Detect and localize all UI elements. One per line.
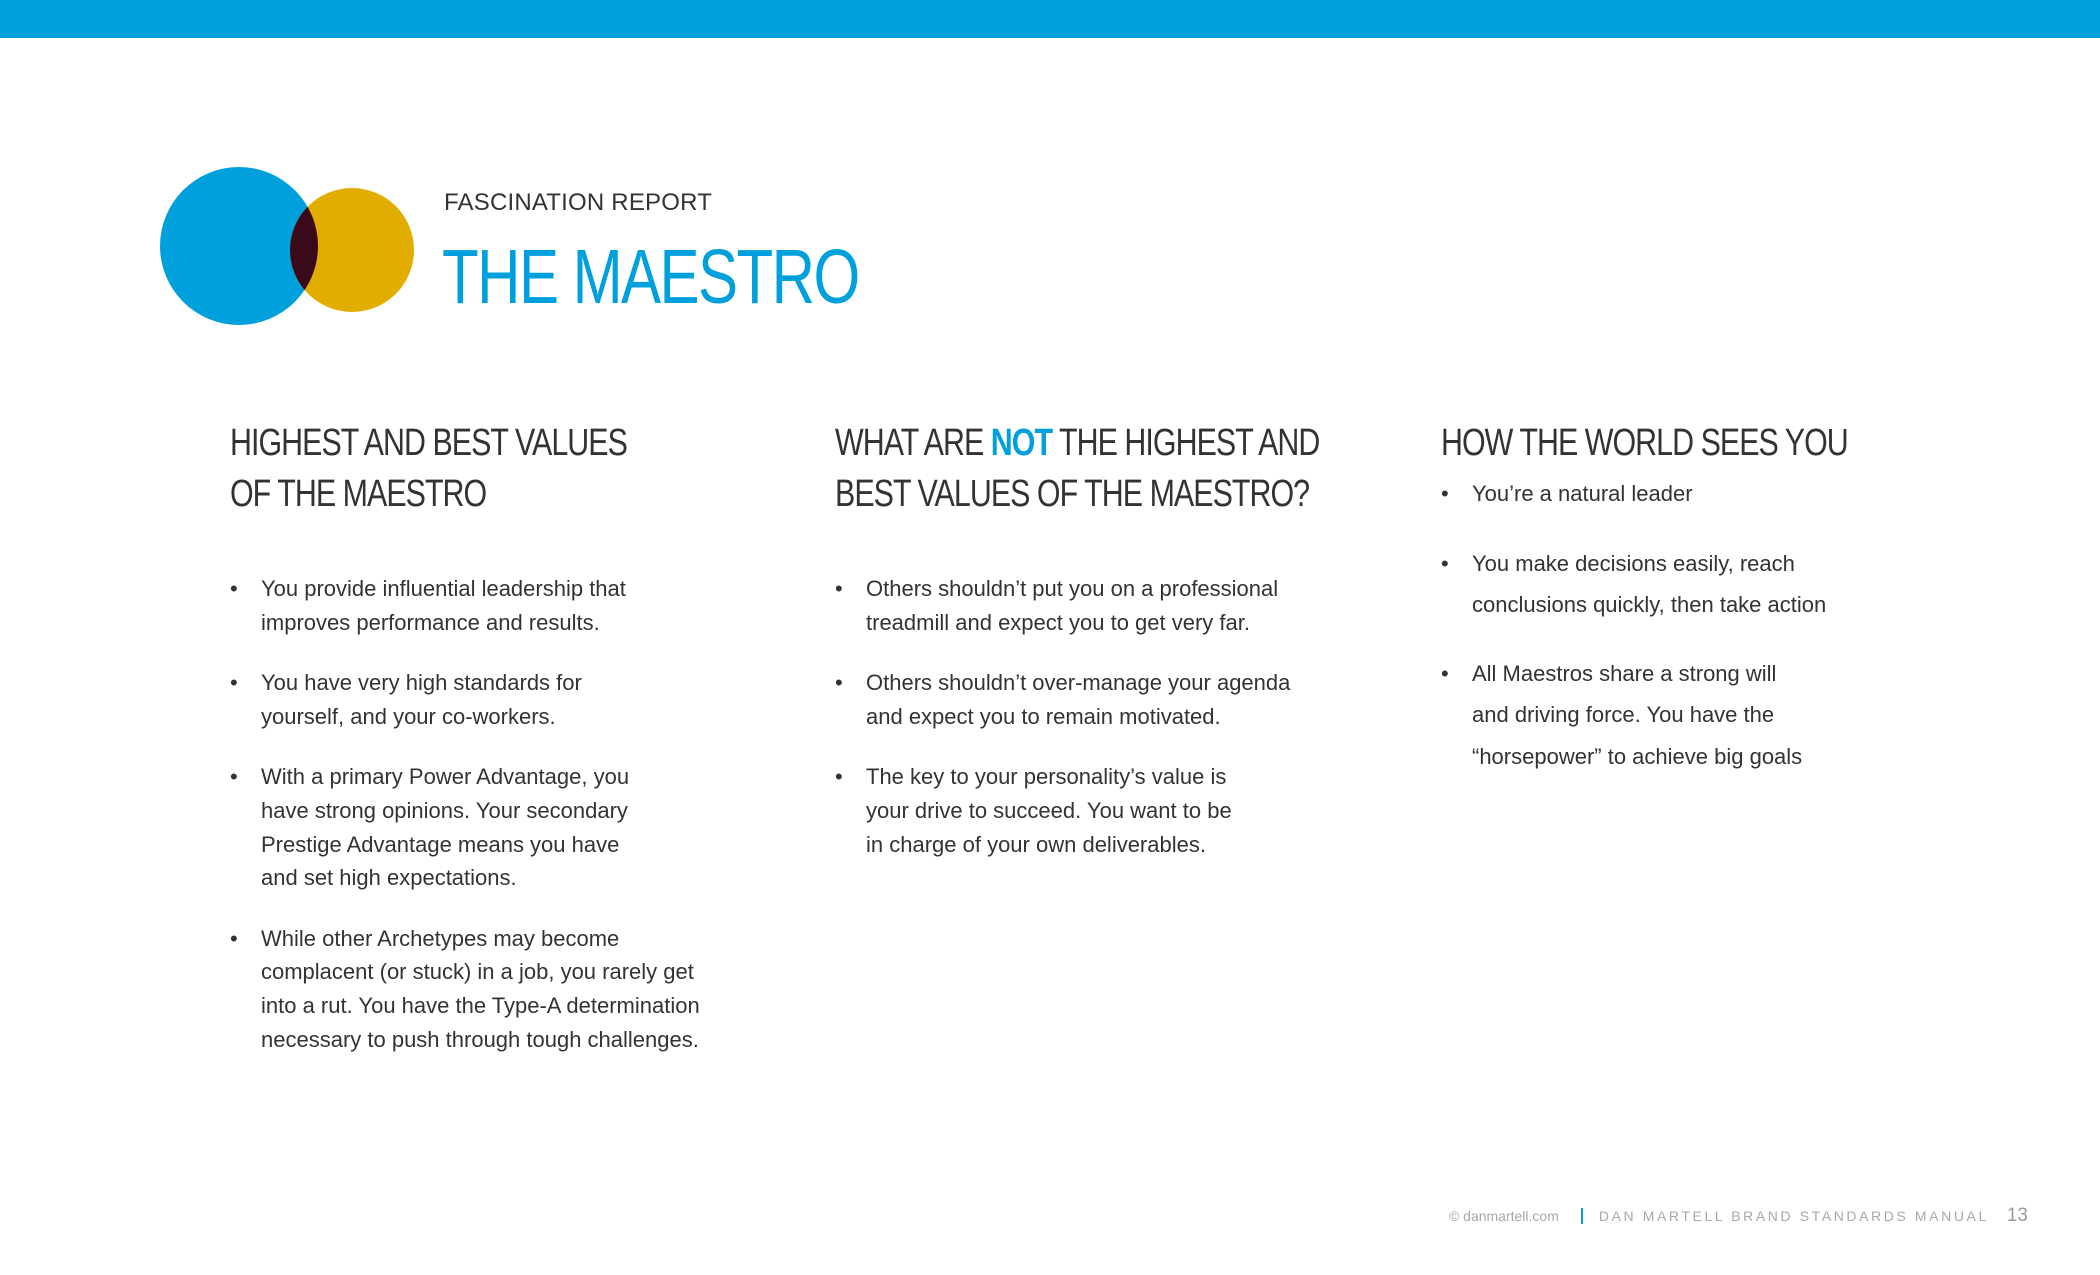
list-item-text: The key to your personality’s value is	[866, 764, 1227, 790]
bullet-marker: •	[835, 670, 843, 696]
list-item	[1441, 653, 2001, 778]
list-item-text: complacent (or stuck) in a job, you rarely get	[261, 959, 694, 985]
list-item-text: yourself, and your co-workers.	[261, 703, 556, 729]
list-item-text: improves performance and results.	[261, 609, 600, 635]
footer-divider	[1581, 1208, 1583, 1224]
list-item-text: You have very high standards for	[261, 670, 582, 696]
list-item-text: Prestige Advantage means you have	[261, 831, 620, 857]
list-item	[230, 666, 790, 733]
list-item-text: You provide influential leadership that	[261, 576, 626, 601]
list-item-text: conclusions quickly, then take action	[1472, 592, 1827, 617]
list-item-text: treadmill and expect you to get very far.	[866, 609, 1250, 635]
manual-title: DAN MARTELL BRAND STANDARDS MANUAL	[1598, 1208, 1989, 1224]
report-label: FASCINATION REPORT	[444, 189, 713, 216]
heading-text: WHAT ARE	[835, 422, 991, 464]
bullet-list	[835, 572, 1395, 861]
list-item-text: While other Archetypes may become	[261, 925, 620, 951]
page-number: 13	[2006, 1205, 2028, 1226]
bullet-marker: •	[835, 764, 843, 790]
list-item-text: With a primary Power Advantage, you	[261, 764, 630, 790]
list-item-text: and expect you to remain motivated.	[866, 703, 1221, 729]
heading-line: HOW THE WORLD SEES YOU	[1441, 422, 1848, 464]
list-item	[1441, 543, 2001, 626]
list-item	[835, 666, 1395, 733]
page-footer	[1449, 1205, 2028, 1227]
bullet-marker: •	[1441, 660, 1449, 686]
page-title: THE MAESTRO	[442, 234, 859, 320]
bullet-marker: •	[1441, 481, 1449, 506]
bullet-marker: •	[230, 764, 238, 790]
heading-line	[835, 418, 1320, 469]
heading-line: BEST VALUES OF THE MAESTRO?	[835, 473, 1310, 515]
bullet-marker: •	[230, 670, 238, 696]
column-not-values	[835, 418, 1395, 888]
list-item	[835, 760, 1395, 861]
overlapping-circles-logo	[158, 166, 414, 326]
list-item-text: necessary to push through tough challenges.	[261, 1026, 699, 1052]
bullet-marker: •	[230, 925, 238, 951]
bullet-marker: •	[835, 576, 843, 601]
bullet-list	[230, 572, 790, 1056]
list-item-text: You’re a natural leader	[1472, 481, 1693, 506]
list-item-text: in charge of your own deliverables.	[866, 831, 1206, 857]
heading-line: HIGHEST AND BEST VALUES	[230, 422, 627, 464]
column-heading	[230, 418, 678, 520]
list-item-text: have strong opinions. Your secondary	[261, 797, 628, 823]
copyright-text: © danmartell.com	[1448, 1208, 1559, 1224]
top-accent-bar	[0, 0, 2100, 38]
list-item-text: and driving force. You have the	[1472, 702, 1775, 727]
list-item-text: Others shouldn’t put you on a professional	[866, 576, 1279, 601]
list-item	[835, 572, 1395, 639]
list-item	[230, 572, 790, 639]
list-item-text: You make decisions easily, reach	[1472, 550, 1795, 576]
list-item-text: Others shouldn’t over-manage your agenda	[866, 670, 1291, 696]
list-item	[230, 922, 790, 1056]
heading-highlight: NOT	[990, 422, 1053, 464]
heading-text: THE HIGHEST AND	[1052, 422, 1320, 464]
column-best-values	[230, 418, 790, 1083]
list-item	[1441, 473, 2001, 515]
list-item-text: “horsepower” to achieve big goals	[1472, 743, 1803, 769]
list-item-text: All Maestros share a strong will	[1472, 660, 1777, 686]
list-item-text: and set high expectations.	[261, 865, 517, 891]
heading-line: OF THE MAESTRO	[230, 473, 487, 515]
bullet-marker: •	[1441, 550, 1449, 576]
column-world-sees-you	[1441, 418, 2001, 804]
list-item	[230, 760, 790, 894]
column-heading	[1441, 418, 1889, 469]
bullet-marker: •	[230, 576, 238, 601]
list-item-text: into a rut. You have the Type-A determination	[261, 992, 700, 1018]
bullet-list	[1441, 473, 2001, 777]
list-item-text: your drive to succeed. You want to be	[866, 797, 1232, 823]
column-heading	[835, 418, 1320, 520]
